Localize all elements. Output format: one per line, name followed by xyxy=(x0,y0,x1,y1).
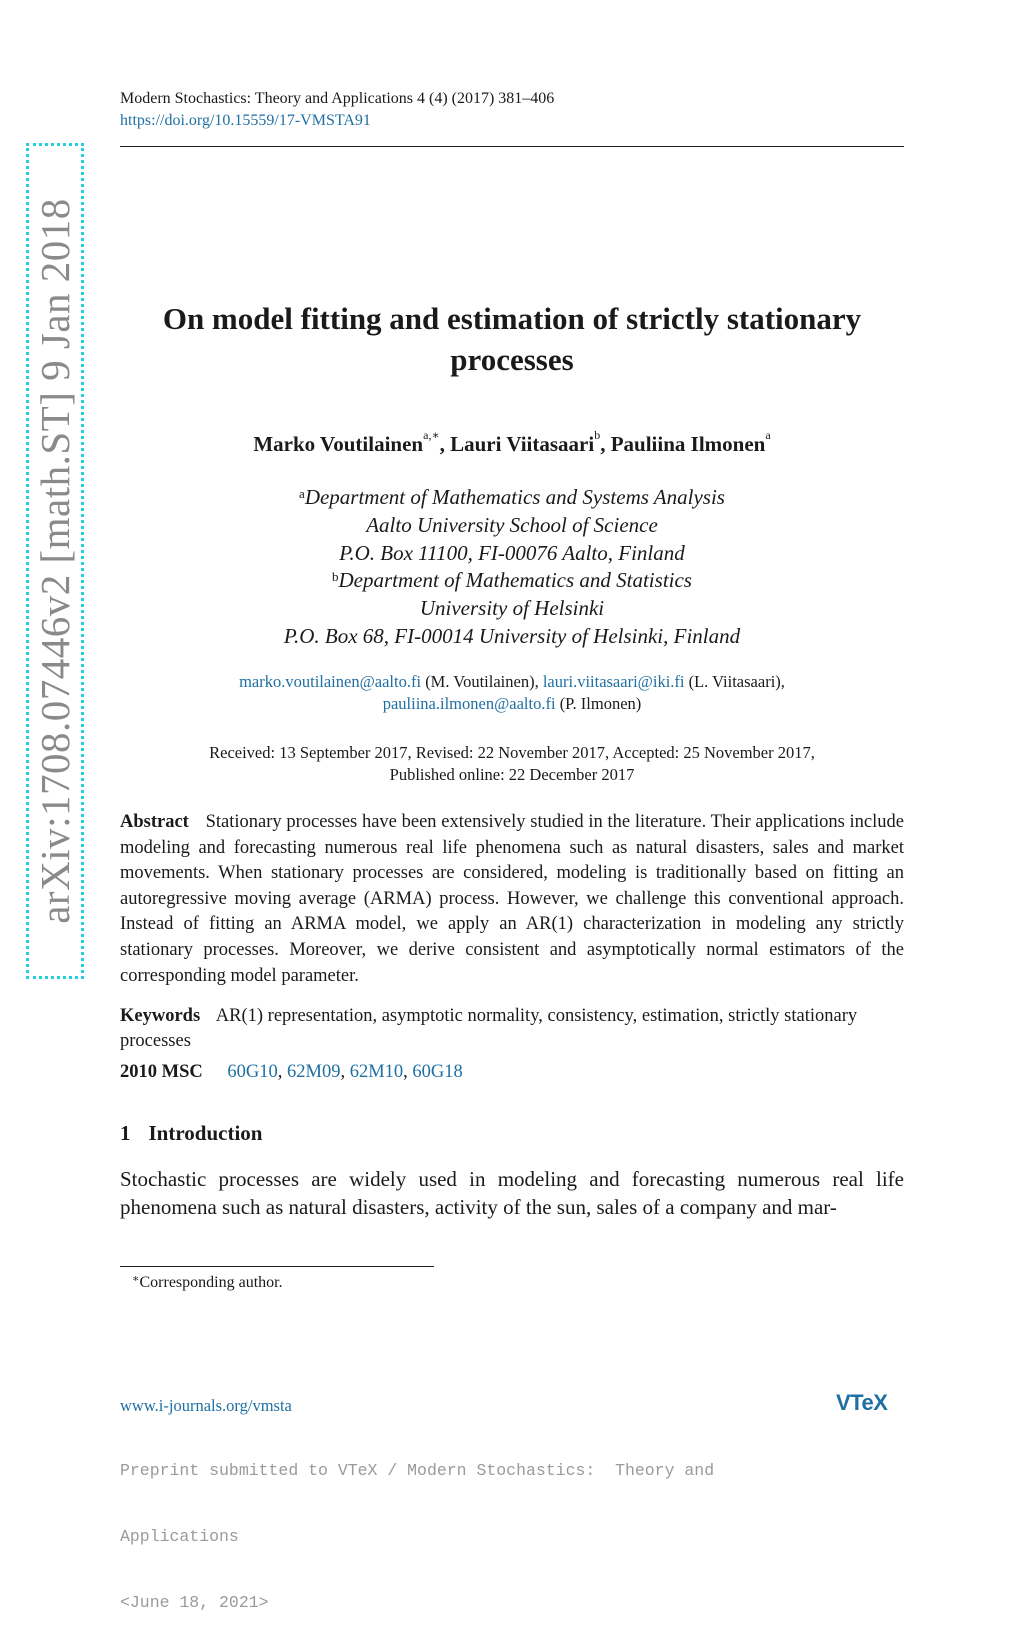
keywords-label: Keywords xyxy=(120,1006,201,1026)
section-heading xyxy=(120,1121,262,1146)
author-affiliation-mark: b xyxy=(594,428,601,442)
preprint-line: Preprint submitted to VTeX / Modern Stochastics: Theory and xyxy=(120,1461,715,1480)
affiliation-mark: a xyxy=(299,486,305,501)
author-emails xyxy=(120,671,904,715)
msc-label: 2010 MSC xyxy=(120,1062,203,1082)
affiliation-line: University of Helsinki xyxy=(419,596,605,621)
msc-code-link[interactable]: 60G18 xyxy=(412,1062,463,1082)
author-name: Marko Voutilainen xyxy=(253,432,424,456)
journal-url-link[interactable]: www.i-journals.org/vmsta xyxy=(120,1396,292,1415)
preprint-line: Applications xyxy=(120,1527,239,1546)
affiliation-line: P.O. Box 68, FI-00014 University of Helsinki, Finland xyxy=(283,623,741,648)
email-link[interactable]: lauri.viitasaari@iki.fi xyxy=(542,672,685,691)
msc-code-link[interactable]: 60G10 xyxy=(227,1062,278,1082)
author-affiliation-mark: a xyxy=(765,428,771,442)
section-title: Introduction xyxy=(148,1121,263,1145)
dates-line: Received: 13 September 2017, Revised: 22 November 2017, Accepted: 25 November 2017, xyxy=(209,743,815,762)
intro-paragraph: Stochastic processes are widely used in modeling and forecasting numerous real life phenomena such as natural disasters, activity of the sun, sales of a company and mar- xyxy=(120,1167,904,1219)
preprint-date: <June 18, 2021> xyxy=(120,1593,269,1612)
keywords xyxy=(120,1004,904,1054)
title-line-1: On model fitting and estimation of strictly stationary xyxy=(162,301,862,336)
keywords-text: AR(1) representation, asymptotic normality, consistency, estimation, strictly stationary processes xyxy=(120,1006,858,1051)
preprint-note xyxy=(120,1416,840,1636)
arxiv-stamp xyxy=(26,143,84,979)
title-line-2: processes xyxy=(450,342,574,377)
email-link[interactable]: marko.voutilainen@aalto.fi xyxy=(239,672,422,691)
affiliation-line: $^b$Department of Mathematics and Statistics xyxy=(332,568,692,593)
journal-line: Modern Stochastics: Theory and Applications 4 (4) (2017) 381–406 xyxy=(120,90,555,107)
msc-code-link[interactable]: 62M10 xyxy=(349,1062,404,1082)
affiliation-mark: b xyxy=(332,569,339,585)
affiliations xyxy=(120,484,904,651)
dates-line: Published online: 22 December 2017 xyxy=(389,765,635,784)
footnote-rule xyxy=(120,1266,434,1267)
email-owner: (L. Viitasaari), xyxy=(688,672,785,691)
arxiv-stamp-text: arXiv:1708.07446v2 [math.ST] 9 Jan 2018 xyxy=(32,198,78,924)
author-list: Marko Voutilainen$^{a,∗}$, Lauri Viitasaari$^b$, Pauliina Ilmonen$^a$ xyxy=(253,428,771,456)
journal-header xyxy=(120,88,554,132)
footnote-text: Corresponding author. xyxy=(139,1274,283,1291)
abstract-label: Abstract xyxy=(120,812,189,832)
email-owner: (M. Voutilainen), xyxy=(425,672,539,691)
msc-code-link[interactable]: 62M09 xyxy=(287,1062,341,1082)
author-name: Pauliina Ilmonen xyxy=(610,432,766,456)
abstract xyxy=(120,810,904,989)
author-name: Lauri Viitasaari xyxy=(450,432,595,456)
footnote xyxy=(132,1274,283,1292)
msc-classification: 2010 MSC 60G10, 62M09, 62M10, 60G18 xyxy=(120,1062,463,1082)
doi-link[interactable]: https://doi.org/10.15559/17-VMSTA91 xyxy=(120,112,371,129)
header-rule xyxy=(120,146,904,147)
email-link[interactable]: pauliina.ilmonen@aalto.fi xyxy=(382,694,556,713)
affiliation-line: Aalto University School of Science xyxy=(366,512,658,537)
publication-dates xyxy=(120,742,904,786)
affiliation-line: $^a$Department of Mathematics and Systems Analysis xyxy=(299,485,725,509)
author-affiliation-mark: a,∗ xyxy=(423,428,440,442)
section-number: 1 xyxy=(120,1121,131,1145)
affiliation-line: P.O. Box 11100, FI-00076 Aalto, Finland xyxy=(339,540,685,565)
paper-title xyxy=(120,298,904,380)
email-owner: (P. Ilmonen) xyxy=(559,694,642,713)
footnote-mark: ∗ xyxy=(132,1273,140,1285)
vtex-logo: VTeX xyxy=(836,1390,888,1415)
abstract-text: Stationary processes have been extensively studied in the literature. Their applications include modeling and forecasting numerous real life phenomena such as natural disasters, sales and market movements. When stationary processes are considered, modeling is traditionally based on fitting an autoregressive moving average (ARMA) process. However, we challenge this conventional approach. Instead of fitting an ARMA model, we apply an AR(1) characterization in modeling any strictly stationary processes. Moreover, we derive consistent and asymptotically normal estimators of the corresponding model parameter. xyxy=(120,812,904,986)
